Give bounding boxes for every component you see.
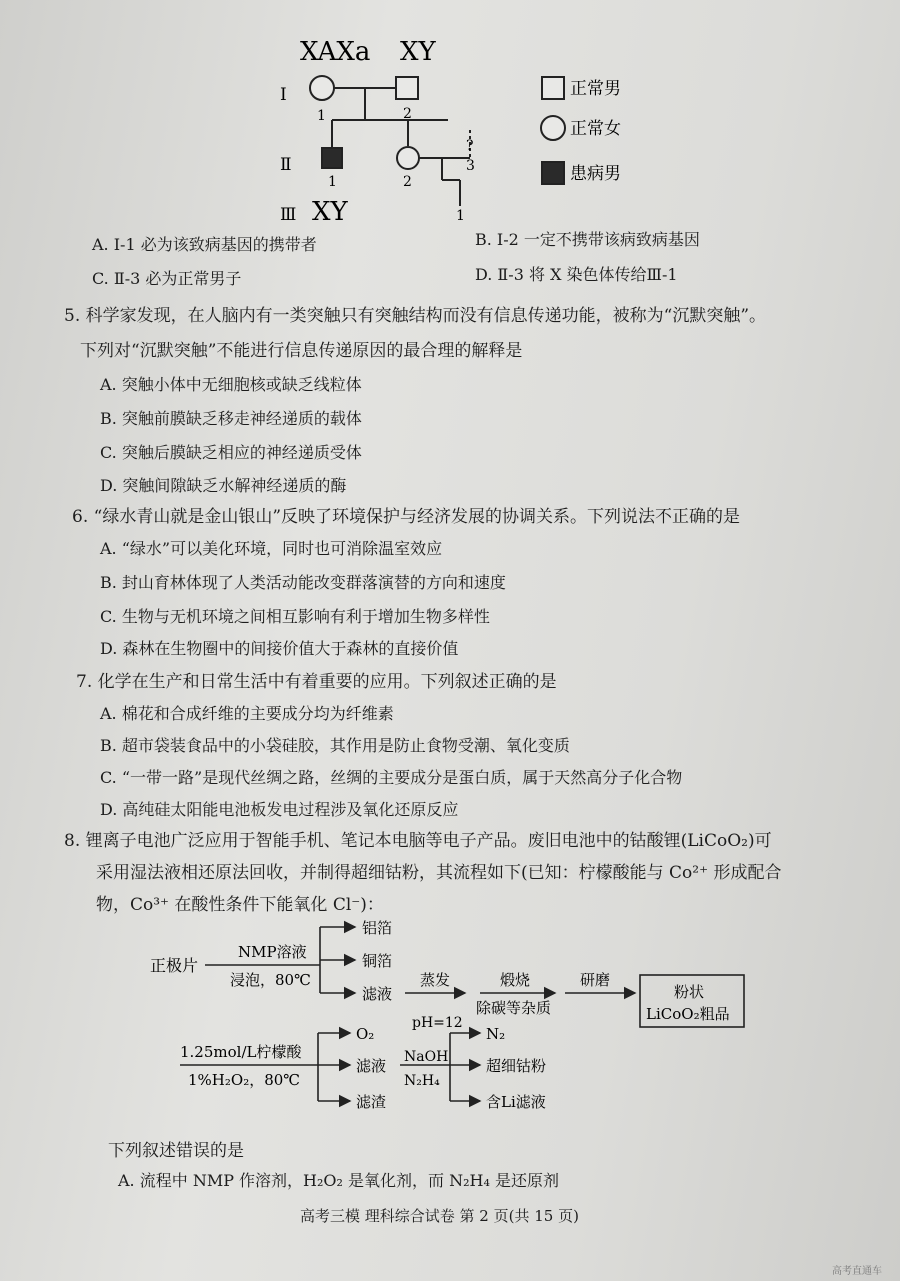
q7-option-b: B. 超市袋装食品中的小袋硅胶，其作用是防止食物受潮、氧化变质 [100, 736, 570, 755]
q8-stem-line3: 物，Co³⁺ 在酸性条件下能氧化 Cl⁻)： [96, 895, 384, 915]
legend-normal-male: 正常男 [570, 79, 621, 99]
q8-option-a: A. 流程中 NMP 作溶剂，H₂O₂ 是氧化剂，而 N₂H₄ 是还原剂 [118, 1171, 559, 1190]
i2-number: 2 [403, 106, 412, 122]
flow-naoh: NaOH [404, 1049, 449, 1065]
flow-residue: 滤渣 [356, 1093, 387, 1111]
ii3-number: 3 [466, 158, 475, 174]
flow-filtrate-1: 滤液 [362, 985, 393, 1003]
watermark: 高考直通车 [832, 1266, 882, 1277]
q4-option-d: D. Ⅱ-3 将 X 染色体传给Ⅲ-1 [475, 265, 678, 284]
legend-affected-male-symbol [542, 162, 564, 184]
ii1-affected-male-symbol [322, 148, 342, 168]
q5-option-c: C. 突触后膜缺乏相应的神经递质受体 [100, 443, 362, 462]
q6-option-a: A. “绿水”可以美化环境，同时也可消除温室效应 [100, 539, 443, 558]
legend-normal-female-symbol [541, 116, 565, 140]
recycling-flowchart [150, 915, 770, 1130]
ii2-number: 2 [403, 174, 412, 190]
ii3-question: ? [466, 138, 474, 154]
q7-option-c: C. “一带一路”是现代丝绸之路，丝绸的主要成分是蛋白质，属于天然高分子化合物 [100, 768, 683, 787]
q7-option-a: A. 棉花和合成纤维的主要成分均为纤维素 [100, 704, 394, 723]
q6-option-c: C. 生物与无机环境之间相互影响有利于增加生物多样性 [100, 607, 490, 626]
flow-grind: 研磨 [580, 971, 611, 989]
iii1-number: 1 [456, 208, 465, 224]
pedigree-diagram [270, 20, 770, 230]
q8-stem-line2: 采用湿法液相还原法回收，并制得超细钴粉，其流程如下(已知：柠檬酸能与 Co²⁺ 形成配合 [96, 863, 782, 883]
legend-affected-male: 患病男 [570, 164, 621, 184]
q4-option-b: B. Ⅰ-2 一定不携带该病致病基因 [475, 230, 700, 249]
flow-li-solution: 含Li滤液 [486, 1093, 546, 1111]
flow-product-line1: 粉状 [674, 983, 705, 1001]
q5-stem-line2: 下列对“沉默突触”不能进行信息传递原因的最合理的解释是 [80, 341, 523, 361]
flow-evaporate: 蒸发 [420, 971, 451, 989]
flow-al-foil: 铝箔 [362, 919, 393, 937]
gen-3-label: Ⅲ [280, 205, 297, 225]
legend-normal-male-symbol [542, 77, 564, 99]
q8-ask: 下列叙述错误的是 [108, 1141, 244, 1161]
flow-n2: N₂ [486, 1025, 506, 1043]
handwriting-ii1-genotype: XY [312, 197, 348, 227]
q6-option-b: B. 封山育林体现了人类活动能改变群落演替的方向和速度 [100, 573, 506, 592]
q6-stem: 6. “绿水青山就是金山银山”反映了环境保护与经济发展的协调关系。下列说法不正确的是 [72, 507, 741, 527]
flow-cu-foil: 铜箔 [362, 952, 393, 970]
ii1-number: 1 [328, 174, 337, 190]
q5-option-d: D. 突触间隙缺乏水解神经递质的酶 [100, 476, 347, 495]
flow-calcine: 煅烧 [500, 971, 531, 989]
flow-filtrate-2: 滤液 [356, 1057, 387, 1075]
q4-option-a: A. Ⅰ-1 必为该致病基因的携带者 [92, 235, 317, 254]
i1-female-symbol [310, 76, 334, 100]
page-footer: 高考三模 理科综合试卷 第 2 页(共 15 页) [300, 1207, 579, 1225]
q4-option-c: C. Ⅱ-3 必为正常男子 [92, 269, 242, 288]
flow-start: 正极片 [150, 956, 199, 975]
flow-product-line2: LiCoO₂粗品 [646, 1005, 730, 1023]
flow-ph: pH=12 [412, 1015, 463, 1031]
q7-stem: 7. 化学在生产和日常生活中有着重要的应用。下列叙述正确的是 [76, 672, 557, 692]
flow-remove-carbon: 除碳等杂质 [476, 999, 552, 1017]
flow-soak: 浸泡，80℃ [230, 971, 311, 989]
q6-option-d: D. 森林在生物圈中的间接价值大于森林的直接价值 [100, 639, 459, 658]
flow-citric-acid: 1.25mol/L柠檬酸 [180, 1043, 302, 1061]
flow-h2o2: 1%H₂O₂，80℃ [188, 1071, 301, 1089]
q7-option-d: D. 高纯硅太阳能电池板发电过程涉及氧化还原反应 [100, 800, 459, 819]
i1-number: 1 [317, 108, 326, 124]
handwriting-i2-genotype: XY [400, 37, 436, 67]
flow-o2: O₂ [356, 1025, 375, 1043]
flow-nmp: NMP溶液 [238, 943, 307, 961]
q8-stem-line1: 8. 锂离子电池广泛应用于智能手机、笔记本电脑等电子产品。废旧电池中的钴酸锂(LiCoO₂)可 [64, 831, 772, 851]
gen-2-label: Ⅱ [280, 155, 292, 175]
q5-stem-line1: 5. 科学家发现，在人脑内有一类突触只有突触结构而没有信息传递功能，被称为“沉默突触”。 [64, 306, 767, 326]
ii2-female-symbol [397, 147, 419, 169]
gen-1-label: Ⅰ [280, 85, 287, 105]
flow-cobalt-powder: 超细钴粉 [486, 1057, 547, 1075]
q5-option-b: B. 突触前膜缺乏移走神经递质的载体 [100, 409, 362, 428]
legend-normal-female: 正常女 [570, 119, 621, 139]
i2-male-symbol [396, 77, 418, 99]
q5-option-a: A. 突触小体中无细胞核或缺乏线粒体 [100, 375, 362, 394]
flow-n2h4: N₂H₄ [404, 1073, 440, 1089]
handwriting-i1-genotype: XAXa [300, 37, 371, 67]
